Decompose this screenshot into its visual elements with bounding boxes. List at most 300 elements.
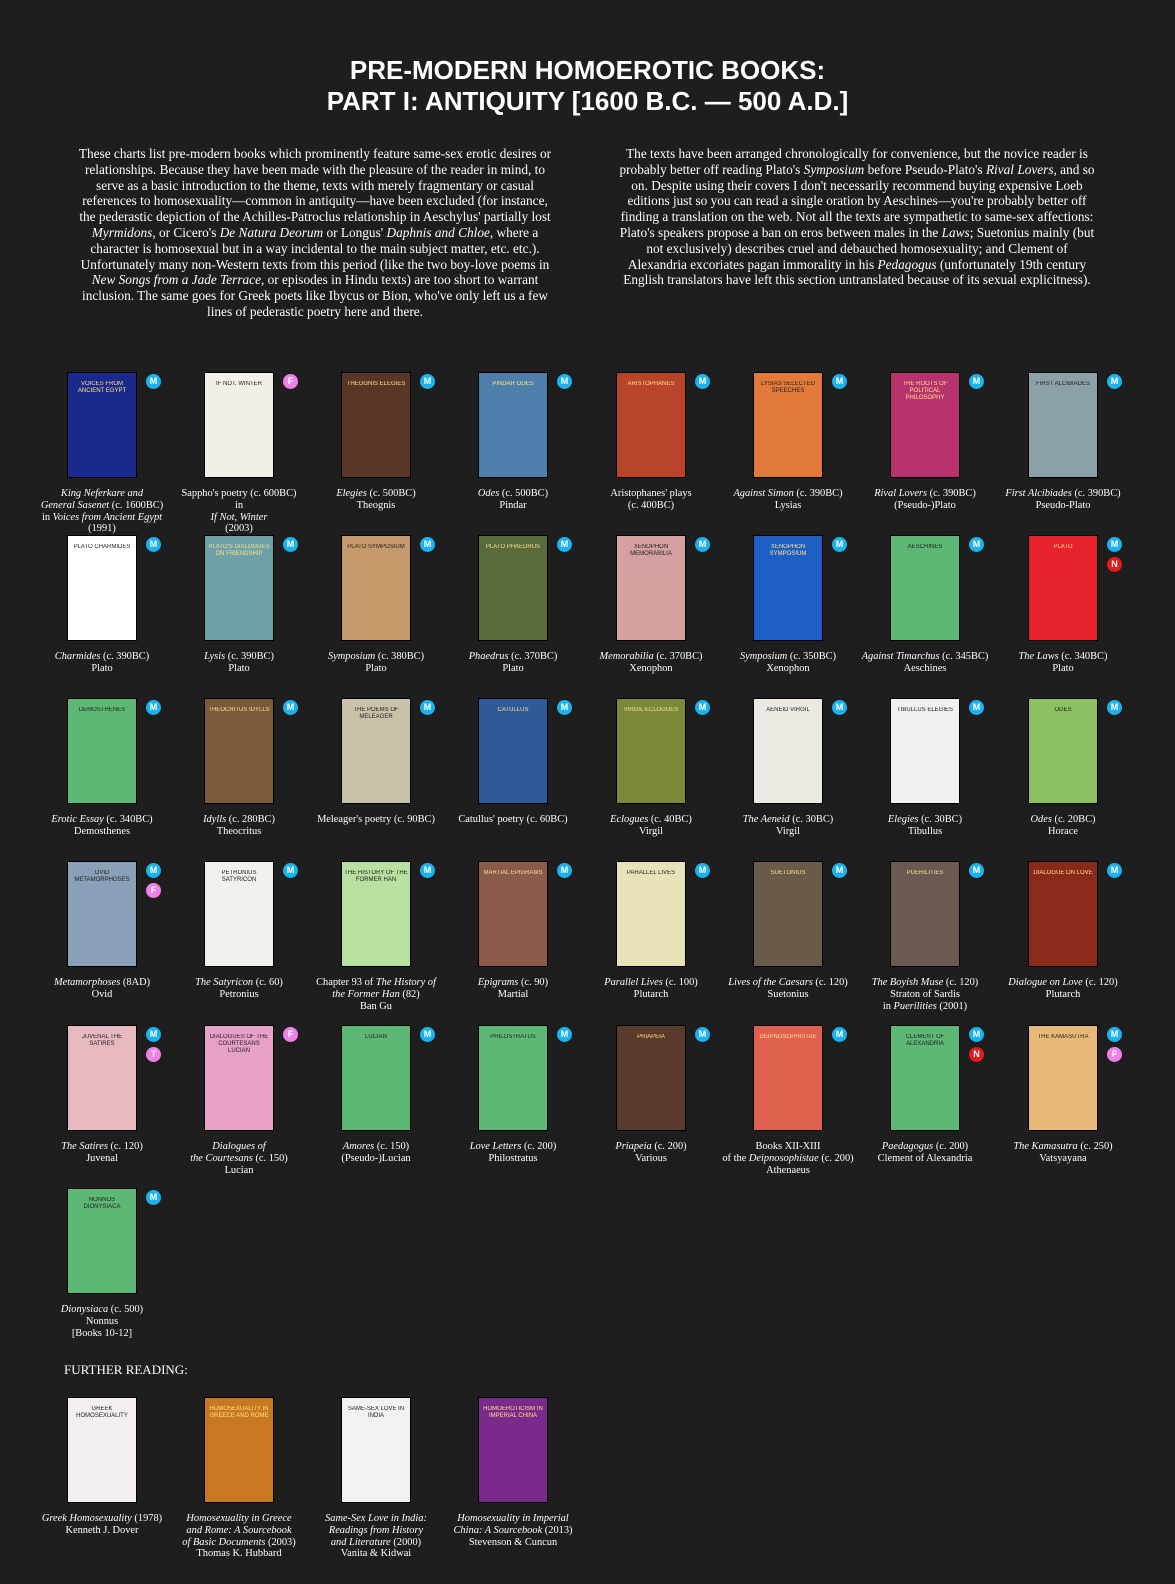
caption-text: of Basic Documents <box>182 1536 266 1548</box>
book-cover[interactable] <box>67 861 137 967</box>
caption-text: Ban Gu <box>359 1000 393 1012</box>
caption-line <box>582 663 720 675</box>
badge-m: M <box>420 863 435 878</box>
book-cover[interactable] <box>890 535 960 641</box>
caption-text: The Aeneid <box>742 814 790 825</box>
book-cover-text: TIBULLUS ELEGIES <box>896 707 954 713</box>
book-cover[interactable] <box>67 1397 137 1503</box>
caption-line <box>307 1513 445 1525</box>
book-item[interactable] <box>994 372 1132 512</box>
caption-text: Symposium <box>327 651 376 662</box>
book-cover[interactable] <box>341 1397 411 1503</box>
book-item[interactable] <box>444 1397 582 1548</box>
book-cover-text: GREEK HOMOSEXUALITY <box>76 1406 128 1419</box>
caption-text: Vatsyayana <box>1039 1152 1087 1164</box>
caption-line <box>170 1537 308 1549</box>
book-caption <box>444 977 582 1001</box>
caption-line <box>170 977 308 989</box>
caption-text: First Alcibiades <box>1005 488 1072 499</box>
book-cover-text: HOMOEROTICISM IN IMPERIAL CHINA <box>483 1406 543 1419</box>
intro-text-run: De Natura Deorum <box>219 224 324 240</box>
book-cover[interactable] <box>341 1025 411 1131</box>
caption-line <box>444 977 582 989</box>
book-cover[interactable] <box>890 1025 960 1131</box>
book-cover[interactable] <box>616 535 686 641</box>
caption-text: Same-Sex Love in India: <box>325 1513 427 1524</box>
caption-text: in <box>41 511 53 523</box>
intro-text-run: Pedagogus <box>877 256 937 272</box>
book-caption <box>170 814 308 838</box>
book-caption <box>444 1513 582 1548</box>
caption-text: Odes <box>477 488 500 499</box>
caption-text: (c. 120) <box>943 977 979 988</box>
caption-text: (c. 100) <box>662 977 698 988</box>
caption-text: (c. 120) <box>1082 977 1118 988</box>
book-cover[interactable] <box>204 1397 274 1503</box>
caption-text: (1978) <box>131 1513 163 1524</box>
caption-line <box>444 1153 582 1165</box>
badge-m: M <box>969 1027 984 1042</box>
book-cover-text: OVID METAMORPHOSES <box>74 870 130 883</box>
book-caption <box>582 814 720 838</box>
book-item[interactable] <box>33 1025 171 1165</box>
book-cover[interactable] <box>67 698 137 804</box>
book-item[interactable] <box>856 1025 994 1165</box>
caption-text: Plato <box>91 662 113 674</box>
caption-text: and Literature <box>330 1536 391 1548</box>
book-item[interactable] <box>994 861 1132 1001</box>
caption-text: (2013) <box>542 1524 573 1536</box>
book-cover[interactable] <box>890 372 960 478</box>
book-item[interactable] <box>719 1025 857 1176</box>
caption-line <box>170 826 308 838</box>
book-cover-text: PLATO PHAEDRUS <box>485 544 541 550</box>
caption-text: Amores <box>342 1141 375 1152</box>
book-item[interactable] <box>582 1025 720 1165</box>
book-cover[interactable] <box>890 698 960 804</box>
book-item[interactable] <box>994 698 1132 838</box>
caption-line <box>33 663 171 675</box>
badge-m: M <box>557 863 572 878</box>
caption-line <box>170 512 308 524</box>
book-item[interactable] <box>856 372 994 512</box>
book-item[interactable] <box>444 1025 582 1165</box>
caption-text: Homosexuality in Imperial <box>457 1513 569 1524</box>
caption-text: Lives of the Caesars <box>728 977 813 988</box>
book-cover[interactable] <box>478 535 548 641</box>
book-item[interactable] <box>444 698 582 826</box>
caption-text: Suetonius <box>767 988 809 1000</box>
badge-m: M <box>1107 374 1122 389</box>
book-cover[interactable] <box>204 861 274 967</box>
caption-line <box>719 651 857 663</box>
caption-text: Martial <box>497 988 529 1000</box>
book-cover[interactable] <box>753 1025 823 1131</box>
book-cover[interactable] <box>204 1025 274 1131</box>
book-item[interactable] <box>170 1397 308 1560</box>
caption-line <box>719 977 857 989</box>
caption-line <box>856 488 994 500</box>
book-caption <box>307 488 445 512</box>
book-item[interactable] <box>33 861 171 1001</box>
caption-text: Straton of Sardis <box>890 988 960 1000</box>
caption-text: Chapter 93 of <box>316 977 376 988</box>
book-item[interactable] <box>33 698 171 838</box>
badge-m: M <box>146 1190 161 1205</box>
caption-line <box>444 651 582 663</box>
book-item[interactable] <box>582 698 720 838</box>
book-cover[interactable] <box>1028 372 1098 478</box>
book-cover[interactable] <box>341 535 411 641</box>
caption-text: Rival Lovers <box>874 488 928 499</box>
badge-m: M <box>557 1027 572 1042</box>
caption-line <box>444 1513 582 1525</box>
book-caption <box>444 651 582 675</box>
book-item[interactable] <box>856 861 994 1012</box>
caption-line <box>444 488 582 500</box>
book-item[interactable] <box>444 861 582 1001</box>
intro-text-run: These charts list pre-modern books which prominently feature same-sex erotic desires or relationships. Because they have been made with the pleasure of the reader in mind, to serve as a basic introduction to the theme, texts with merely fragmentary or casual references to homosexuality—common in antiquity—have been excluded (for instance, the pederastic depiction of the Achilles-Patroclus relationship in Aeschylus' partially lost <box>78 146 552 225</box>
caption-text: (Pseudo-)Lucian <box>341 1152 411 1164</box>
intro-text-run: or Longus' <box>323 224 387 240</box>
caption-text: Dialogue on Love <box>1008 977 1083 988</box>
caption-line <box>856 663 994 675</box>
book-caption <box>170 488 308 535</box>
caption-line <box>307 1141 445 1153</box>
caption-line <box>994 814 1132 826</box>
badge-m: M <box>969 374 984 389</box>
book-caption <box>856 977 994 1012</box>
caption-text: Paedagogus <box>881 1141 934 1152</box>
book-cover-text: THEOGNIS ELEGIES <box>346 381 406 387</box>
intro-text-run: Rival Lovers <box>985 161 1054 177</box>
caption-text: Aristophanes' plays <box>610 488 692 499</box>
caption-text: Greek Homosexuality <box>41 1513 132 1524</box>
caption-text: (2001) <box>936 1000 968 1012</box>
caption-text: Elegies <box>336 488 367 499</box>
book-cover[interactable] <box>478 1025 548 1131</box>
book-cover-text: THE HISTORY OF THE FORMER HAN <box>344 870 408 883</box>
caption-line <box>170 488 308 500</box>
book-cover-text: THE POEMS OF MELEAGER <box>353 707 399 720</box>
book-cover[interactable] <box>478 698 548 804</box>
book-cover[interactable] <box>67 1025 137 1131</box>
caption-text: Xenophon <box>629 662 673 674</box>
book-cover[interactable] <box>616 372 686 478</box>
caption-text: Priapeia <box>615 1141 652 1152</box>
caption-text: Kenneth J. Dover <box>65 1524 139 1536</box>
caption-line <box>307 989 445 1001</box>
book-cover[interactable] <box>341 372 411 478</box>
intro-text-run: , and so on. Despite using their covers I don't necessarily recommend buying expensive Loeb editions just so you can read a single oration by Aeschines—you're probably better off finding a translation on the web. Not all the texts are sympathetic to same-sex affections: Plato's speakers propose a ban on eros between males in the <box>619 161 1095 240</box>
caption-text: (c. 340BC) <box>103 814 153 825</box>
book-cover[interactable] <box>1028 535 1098 641</box>
book-caption <box>582 488 720 512</box>
caption-line <box>33 977 171 989</box>
book-cover-text: VIRGIL ECLOGUES <box>623 707 679 713</box>
book-item[interactable] <box>307 535 445 675</box>
caption-line <box>582 1141 720 1153</box>
book-caption <box>856 814 994 838</box>
intro-text-run: (unfortunately 19th century English translators have left this section untranslated because of its sexual explicitness). <box>623 256 1091 288</box>
caption-line <box>307 1548 445 1560</box>
book-caption <box>33 1304 171 1339</box>
caption-text: Homosexuality in Greece <box>186 1513 292 1524</box>
caption-text: China: A Sourcebook <box>453 1524 543 1536</box>
caption-text: (c. 60) <box>253 977 283 988</box>
book-cover[interactable] <box>753 372 823 478</box>
caption-text: Plato <box>365 662 387 674</box>
book-item[interactable] <box>33 372 171 535</box>
caption-text: [Books 10-12] <box>71 1327 133 1339</box>
caption-text: (c. 390BC) <box>793 488 843 499</box>
book-caption <box>719 977 857 1001</box>
book-cover[interactable] <box>890 861 960 967</box>
badge-m: M <box>695 1027 710 1042</box>
badge-m: M <box>557 537 572 552</box>
caption-text: Parallel Lives <box>604 977 663 988</box>
book-cover[interactable] <box>478 372 548 478</box>
book-caption <box>33 488 171 535</box>
caption-text: (c. 150) <box>374 1141 410 1152</box>
caption-text: in <box>882 1000 894 1012</box>
book-item[interactable] <box>719 535 857 675</box>
caption-line <box>856 651 994 663</box>
book-cover[interactable] <box>204 372 274 478</box>
caption-line <box>444 1525 582 1537</box>
book-cover-text: LYSIAS SELECTED SPEECHES <box>761 381 815 394</box>
badge-m: M <box>420 537 435 552</box>
badge-m: M <box>832 1027 847 1042</box>
caption-text: (c. 390BC) <box>1071 488 1121 499</box>
badge-t: T <box>146 1047 161 1062</box>
book-item[interactable] <box>719 861 857 1001</box>
badge-m: M <box>695 700 710 715</box>
caption-line <box>33 1153 171 1165</box>
book-cover[interactable] <box>753 698 823 804</box>
intro-text-run: New Songs from a Jade Terrace <box>91 272 261 288</box>
intro-text-run: ; Suetonius mainly (but not exclusively) describes cruel and debauched homosexuality; and Clement of Alexandria excoriates pagan immorality in his <box>627 224 1095 272</box>
caption-line <box>994 488 1132 500</box>
caption-text: (c. 370BC) <box>653 651 703 662</box>
book-cover[interactable] <box>616 1025 686 1131</box>
caption-text: Sappho's poetry (c. 600BC) <box>181 488 297 499</box>
book-item[interactable] <box>170 372 308 535</box>
book-caption <box>307 1513 445 1560</box>
book-cover[interactable] <box>67 1188 137 1294</box>
caption-text: Epigrams <box>477 977 519 988</box>
book-cover-text: AENEID VIRGIL <box>766 707 810 713</box>
book-cover[interactable] <box>1028 1025 1098 1131</box>
caption-text: Odes <box>1030 814 1052 825</box>
book-cover[interactable] <box>1028 698 1098 804</box>
book-cover[interactable] <box>753 535 823 641</box>
caption-line <box>719 663 857 675</box>
caption-text: Plato <box>1052 662 1074 674</box>
book-cover[interactable] <box>67 372 137 478</box>
book-cover-text: MARTIAL EPIGRAMS <box>483 870 543 876</box>
book-cover[interactable] <box>478 1397 548 1503</box>
book-item[interactable] <box>170 698 308 838</box>
badge-m: M <box>1107 863 1122 878</box>
book-item[interactable] <box>582 861 720 1001</box>
book-cover-text: PRIAPEIA <box>637 1034 665 1040</box>
book-cover[interactable] <box>753 861 823 967</box>
book-cover-text: DEMOSTHENES <box>78 707 126 713</box>
book-item[interactable] <box>170 861 308 1001</box>
caption-line <box>33 488 171 500</box>
caption-text: Plutarch <box>633 988 669 1000</box>
caption-line <box>307 651 445 663</box>
caption-line <box>33 1513 171 1525</box>
book-item[interactable] <box>307 861 445 1012</box>
book-cover[interactable] <box>67 535 137 641</box>
book-cover-text: PLATO <box>1053 544 1073 550</box>
book-caption <box>856 488 994 512</box>
caption-line <box>856 500 994 512</box>
caption-line <box>856 977 994 989</box>
book-cover[interactable] <box>341 698 411 804</box>
caption-line <box>719 989 857 1001</box>
intro-paragraph-right <box>617 146 1097 288</box>
caption-text: Against Timarchus <box>861 651 940 662</box>
caption-text: (c. 390BC) <box>100 651 150 662</box>
badge-m: M <box>557 700 572 715</box>
caption-line <box>33 814 171 826</box>
caption-line <box>444 989 582 1001</box>
caption-text: Elegies <box>887 814 919 825</box>
caption-text: Puerilities <box>893 1000 937 1012</box>
book-caption <box>307 814 445 826</box>
book-cover[interactable] <box>616 861 686 967</box>
book-caption <box>307 1141 445 1165</box>
book-item[interactable] <box>719 372 857 512</box>
caption-text: Tibullus <box>907 825 943 837</box>
caption-line <box>994 663 1132 675</box>
book-item[interactable] <box>856 535 994 675</box>
caption-line <box>170 1153 308 1165</box>
book-caption <box>33 977 171 1001</box>
caption-line <box>33 512 171 536</box>
caption-line <box>719 1141 857 1153</box>
book-item[interactable] <box>170 535 308 675</box>
book-cover-text: AESCHINES <box>907 544 943 550</box>
book-item[interactable] <box>307 372 445 512</box>
book-cover[interactable] <box>341 861 411 967</box>
caption-line <box>582 1153 720 1165</box>
book-caption <box>582 651 720 675</box>
book-item[interactable] <box>994 535 1132 675</box>
badge-m: M <box>420 374 435 389</box>
book-item[interactable] <box>170 1025 308 1176</box>
caption-line <box>307 1537 445 1549</box>
book-cover[interactable] <box>204 698 274 804</box>
caption-line <box>307 977 445 989</box>
caption-text: Catullus' poetry (c. 60BC) <box>458 814 568 825</box>
book-item[interactable] <box>33 535 171 675</box>
book-item[interactable] <box>582 372 720 512</box>
book-cover-text: PLATO SYMPOSIUM <box>347 544 405 550</box>
book-cover-text: DIALOGUES OF THE COURTESANS LUCIAN <box>209 1034 269 1054</box>
book-cover-text: SUETONIUS <box>770 870 806 876</box>
caption-text: General Sasenet <box>40 499 110 511</box>
book-item[interactable] <box>719 698 857 838</box>
caption-line <box>719 1165 857 1177</box>
badge-n: N <box>969 1047 984 1062</box>
book-caption <box>170 1141 308 1176</box>
caption-text: Erotic Essay <box>51 814 104 825</box>
caption-text: Symposium <box>739 651 788 662</box>
book-caption <box>170 651 308 675</box>
caption-text: Thomas K. Hubbard <box>196 1548 282 1560</box>
caption-text: (c. 390BC) <box>927 488 976 499</box>
book-cover-text: NONNOS DIONYSIACA <box>83 1197 121 1210</box>
intro-text-run: Laws <box>941 224 970 240</box>
intro-text-run: , or episodes in Hindu texts) are too short to warrant inclusion. The same goes for Greek poets like Ibycus or Bion, who've only left us a few lines of pederastic poetry here and there. <box>82 272 548 319</box>
badge-m: M <box>969 700 984 715</box>
badge-m: M <box>832 863 847 878</box>
caption-line <box>170 523 308 535</box>
caption-text: Theognis <box>356 499 396 511</box>
caption-text: Ovid <box>91 988 113 1000</box>
caption-text: (c. 120) <box>107 1141 143 1152</box>
caption-text: (c. 500) <box>108 1304 144 1315</box>
caption-text: The Kamasutra <box>1013 1141 1078 1152</box>
caption-text: (c. 280BC) <box>226 814 275 825</box>
caption-text: Horace <box>1048 825 1078 837</box>
book-caption <box>444 1141 582 1165</box>
book-cover[interactable] <box>616 698 686 804</box>
book-cover[interactable] <box>1028 861 1098 967</box>
book-item[interactable] <box>444 535 582 675</box>
caption-text: (c. 345BC) <box>939 651 989 662</box>
book-item[interactable] <box>307 1397 445 1560</box>
caption-text: (Pseudo-)Plato <box>894 499 956 511</box>
caption-text: (2003) <box>225 523 253 535</box>
book-item[interactable] <box>856 698 994 838</box>
book-cover-text: PUERILITIES <box>906 870 944 876</box>
caption-line <box>33 500 171 512</box>
badge-m: M <box>1107 537 1122 552</box>
caption-line <box>170 1165 308 1177</box>
badge-f: F <box>146 883 161 898</box>
book-item[interactable] <box>444 372 582 512</box>
caption-line <box>33 1304 171 1316</box>
caption-line <box>444 663 582 675</box>
caption-line <box>582 651 720 663</box>
caption-text: Lysias <box>774 499 802 511</box>
book-item[interactable] <box>994 1025 1132 1165</box>
caption-text: The Laws <box>1018 651 1059 662</box>
book-item[interactable] <box>307 698 445 826</box>
book-caption <box>994 1141 1132 1165</box>
book-cover-text: THE ROOTS OF POLITICAL PHILOSOPHY <box>902 381 948 401</box>
caption-text: (c. 200) <box>651 1141 687 1152</box>
book-cover-text: PINDAR ODES <box>492 381 534 387</box>
caption-line <box>444 1537 582 1549</box>
book-item[interactable] <box>33 1397 171 1537</box>
caption-text: (1991) <box>88 523 116 535</box>
book-item[interactable] <box>33 1188 171 1339</box>
book-item[interactable] <box>307 1025 445 1165</box>
caption-text: (82) <box>399 988 420 1000</box>
caption-text: (c. 40BC) <box>648 814 692 825</box>
book-cover[interactable] <box>478 861 548 967</box>
badge-m: M <box>695 537 710 552</box>
badge-m: M <box>695 374 710 389</box>
book-item[interactable] <box>582 535 720 675</box>
book-cover[interactable] <box>204 535 274 641</box>
